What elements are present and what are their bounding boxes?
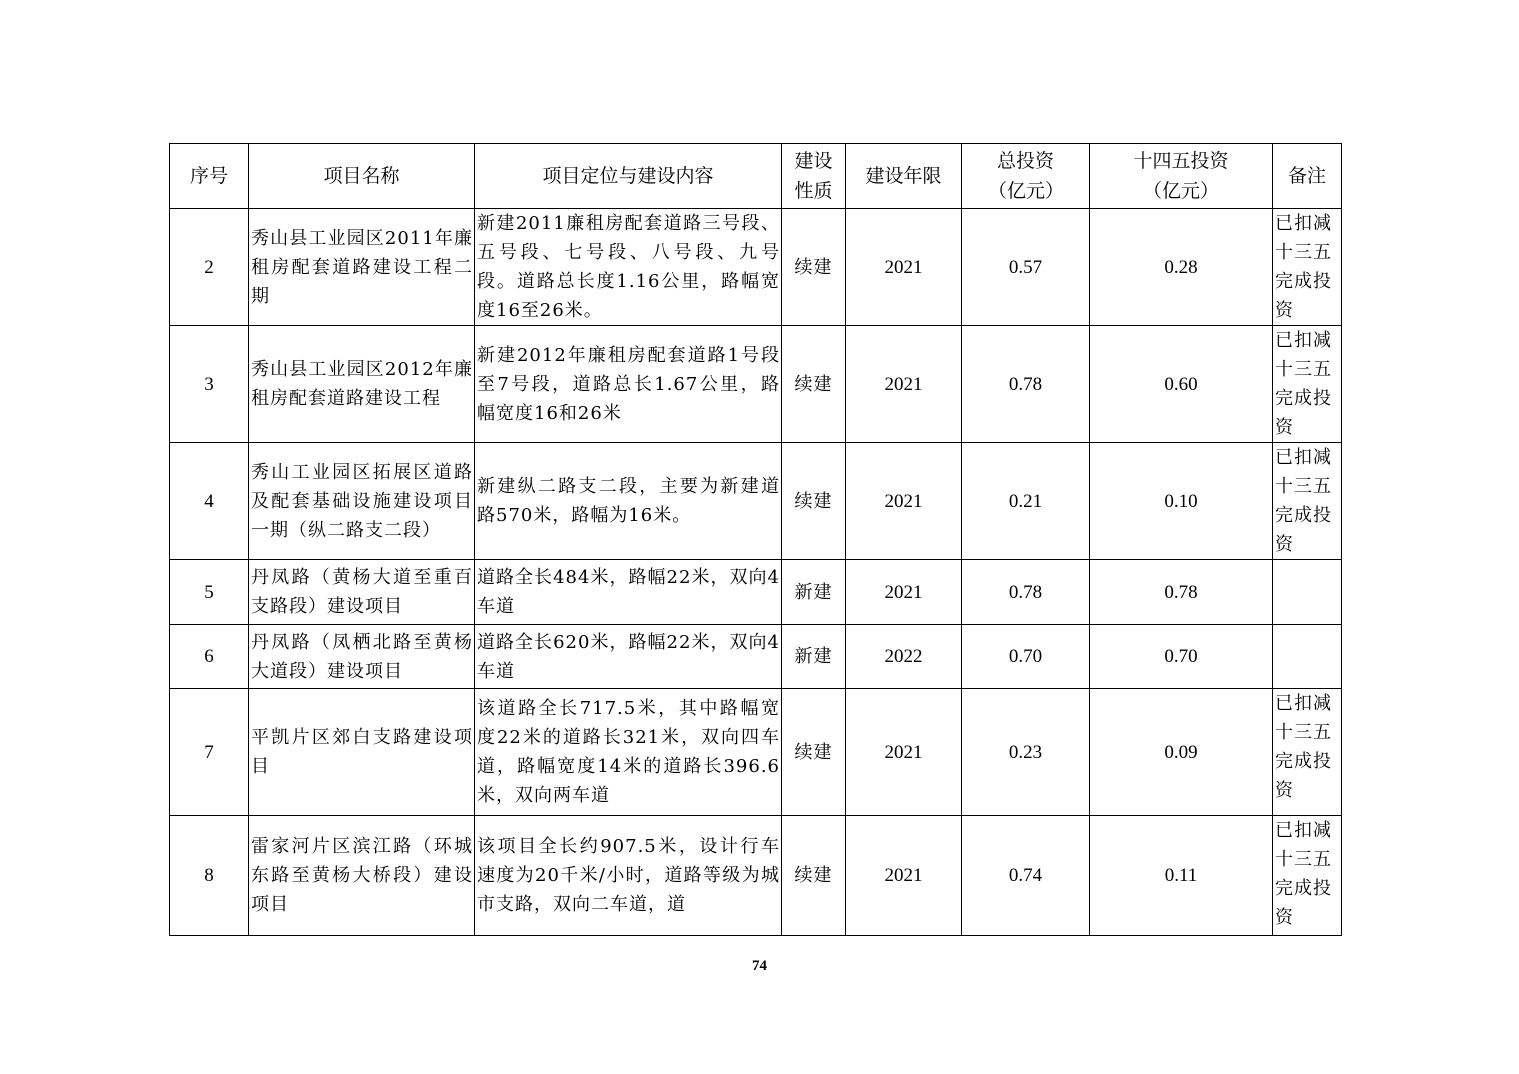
- row-note: 已扣减十三五完成投资: [1273, 816, 1342, 936]
- table-row: [170, 625, 1342, 689]
- row-project-content: 该项目全长约907.5米，设计行车速度为20千米/小时，道路等级为城市支路，双向二车道，道: [475, 816, 782, 936]
- row-project-content: 新建2011廉租房配套道路三号段、五号段、七号段、八号段、九号段。道路总长度1.16公里，路幅宽度16至26米。: [475, 209, 782, 326]
- table-row: [170, 816, 1342, 936]
- table-row: [170, 560, 1342, 625]
- table-row: [170, 443, 1342, 560]
- row-note: 已扣减十三五完成投资: [1273, 326, 1342, 443]
- project-table: [169, 143, 1342, 936]
- row-total-investment: 0.74: [962, 816, 1090, 936]
- table-row: [170, 209, 1342, 326]
- header-note: 备注: [1273, 144, 1342, 209]
- row-total-investment: 0.78: [962, 560, 1090, 625]
- row-index: 7: [170, 689, 249, 816]
- header-name: 项目名称: [249, 144, 475, 209]
- header-index: 序号: [170, 144, 249, 209]
- row-project-content: 该道路全长717.5米，其中路幅宽度22米的道路长321米，双向四车道，路幅宽度14米的道路长396.6米，双向两车道: [475, 689, 782, 816]
- row-build-years: 2021: [846, 689, 962, 816]
- header-total: 总投资（亿元）: [962, 144, 1090, 209]
- table-row: [170, 326, 1342, 443]
- row-build-years: 2021: [846, 326, 962, 443]
- row-note: [1273, 560, 1342, 625]
- row-note: [1273, 625, 1342, 689]
- header-fyp14: 十四五投资（亿元）: [1090, 144, 1273, 209]
- row-build-kind: 新建: [782, 625, 846, 689]
- row-fyp14-investment: 0.78: [1090, 560, 1273, 625]
- row-build-kind: 新建: [782, 560, 846, 625]
- row-build-kind: 续建: [782, 443, 846, 560]
- header-years: 建设年限: [846, 144, 962, 209]
- table-row: [170, 689, 1342, 816]
- row-total-investment: 0.78: [962, 326, 1090, 443]
- row-index: 5: [170, 560, 249, 625]
- row-build-kind: 续建: [782, 689, 846, 816]
- header-content: 项目定位与建设内容: [475, 144, 782, 209]
- row-project-name: 雷家河片区滨江路（环城东路至黄杨大桥段）建设项目: [249, 816, 475, 936]
- row-fyp14-investment: 0.28: [1090, 209, 1273, 326]
- row-build-kind: 续建: [782, 326, 846, 443]
- row-fyp14-investment: 0.10: [1090, 443, 1273, 560]
- row-build-years: 2021: [846, 560, 962, 625]
- row-index: 8: [170, 816, 249, 936]
- page-number: 74: [752, 958, 767, 974]
- row-project-content: 道路全长484米，路幅22米，双向4车道: [475, 560, 782, 625]
- header-row: [170, 144, 1342, 209]
- row-index: 3: [170, 326, 249, 443]
- row-note: 已扣减十三五完成投资: [1273, 689, 1342, 816]
- row-index: 4: [170, 443, 249, 560]
- row-total-investment: 0.70: [962, 625, 1090, 689]
- row-project-content: 道路全长620米，路幅22米，双向4车道: [475, 625, 782, 689]
- row-index: 6: [170, 625, 249, 689]
- row-fyp14-investment: 0.60: [1090, 326, 1273, 443]
- header-kind: 建设性质: [782, 144, 846, 209]
- row-note: 已扣减十三五完成投资: [1273, 443, 1342, 560]
- row-project-name: 秀山工业园区拓展区道路及配套基础设施建设项目一期（纵二路支二段）: [249, 443, 475, 560]
- row-project-content: 新建纵二路支二段，主要为新建道路570米，路幅为16米。: [475, 443, 782, 560]
- row-project-name: 平凯片区郊白支路建设项目: [249, 689, 475, 816]
- row-project-name: 丹凤路（黄杨大道至重百支路段）建设项目: [249, 560, 475, 625]
- row-project-name: 丹凤路（凤栖北路至黄杨大道段）建设项目: [249, 625, 475, 689]
- row-fyp14-investment: 0.09: [1090, 689, 1273, 816]
- row-index: 2: [170, 209, 249, 326]
- row-project-name: 秀山县工业园区2012年廉租房配套道路建设工程: [249, 326, 475, 443]
- row-build-years: 2021: [846, 816, 962, 936]
- row-build-years: 2022: [846, 625, 962, 689]
- row-total-investment: 0.57: [962, 209, 1090, 326]
- row-fyp14-investment: 0.11: [1090, 816, 1273, 936]
- row-fyp14-investment: 0.70: [1090, 625, 1273, 689]
- row-build-years: 2021: [846, 443, 962, 560]
- row-project-name: 秀山县工业园区2011年廉租房配套道路建设工程二期: [249, 209, 475, 326]
- row-build-kind: 续建: [782, 209, 846, 326]
- row-build-years: 2021: [846, 209, 962, 326]
- row-project-content: 新建2012年廉租房配套道路1号段至7号段，道路总长1.67公里，路幅宽度16和26米: [475, 326, 782, 443]
- row-note: 已扣减十三五完成投资: [1273, 209, 1342, 326]
- row-total-investment: 0.21: [962, 443, 1090, 560]
- row-total-investment: 0.23: [962, 689, 1090, 816]
- row-build-kind: 续建: [782, 816, 846, 936]
